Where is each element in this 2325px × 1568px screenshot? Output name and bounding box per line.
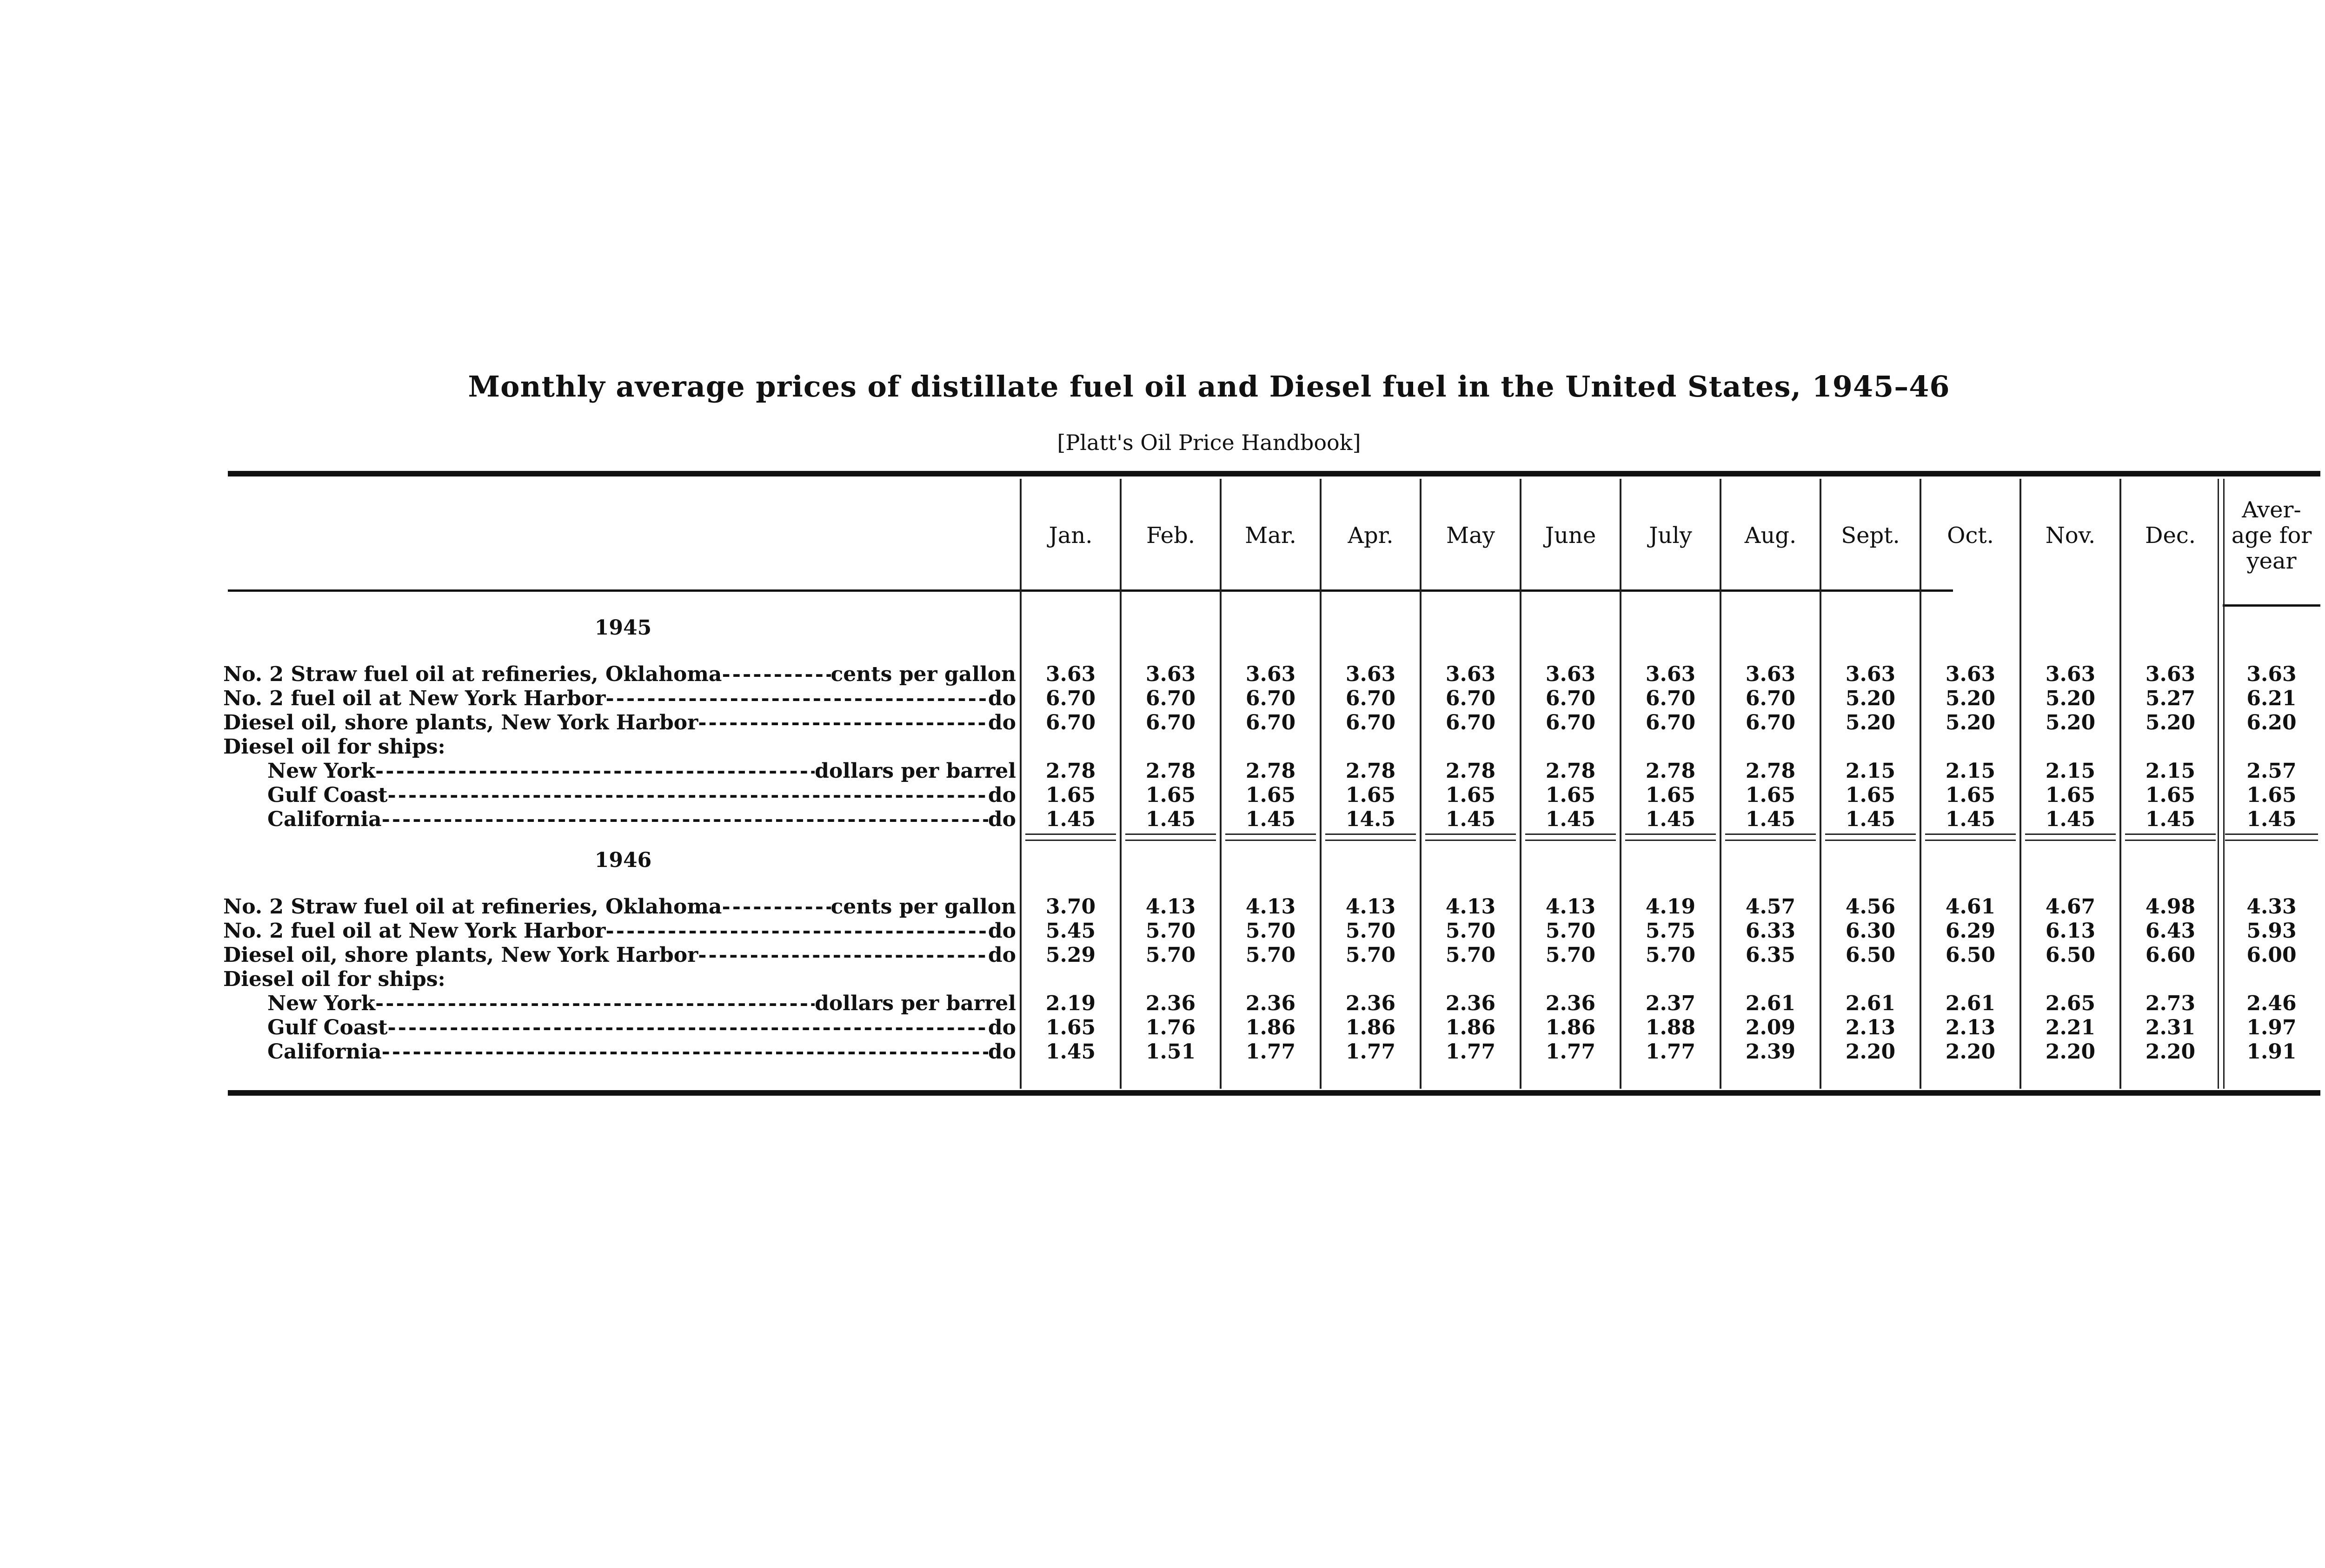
table-cell: 5.70: [1545, 919, 1596, 943]
row-label: [223, 662, 1016, 687]
table-cell: 5.20: [1845, 711, 1896, 734]
table-cell: 5.29: [1045, 943, 1096, 967]
column-header: Oct.: [1947, 522, 1994, 549]
row-unit: dollars per barrel: [815, 759, 1016, 783]
table-cell: 14.5: [1345, 807, 1396, 831]
row-unit: cents per gallon: [830, 662, 1016, 686]
leader-dots: [445, 735, 1016, 759]
table-cell: 4.67: [2045, 895, 2096, 919]
section-underline: [2225, 834, 2318, 841]
section-underline: [1025, 834, 1116, 841]
table-cell: 6.70: [1145, 711, 1196, 734]
table-cell: 1.76: [1145, 1016, 1196, 1039]
table-cell: 5.70: [1245, 943, 1296, 967]
table-cell: 2.61: [1745, 992, 1796, 1015]
table-cell: 1.86: [1345, 1016, 1396, 1039]
table-cell: 5.27: [2145, 687, 2196, 710]
table-cell: 4.13: [1545, 895, 1596, 919]
table-cell: 2.19: [1045, 992, 1096, 1015]
table-cell: 5.20: [1845, 687, 1896, 710]
table-cell: 3.63: [1645, 662, 1696, 686]
table-cell: 5.70: [1545, 943, 1596, 967]
table-cell: 1.45: [1745, 807, 1796, 831]
table-cell: 6.70: [1645, 711, 1696, 734]
table-cell: 1.45: [1945, 807, 1996, 831]
table-cell: 6.35: [1745, 943, 1796, 967]
row-label-text: No. 2 Straw fuel oil at refineries, Oklahoma: [223, 895, 722, 919]
row-unit: do: [988, 783, 1016, 807]
table-cell: 5.20: [1945, 687, 1996, 710]
table-cell: 2.78: [1545, 759, 1596, 783]
leader-dots: [388, 1016, 988, 1040]
table-cell: 4.13: [1345, 895, 1396, 919]
table-cell: 1.77: [1245, 1040, 1296, 1064]
table-cell: 4.98: [2145, 895, 2196, 919]
table-cell: 1.45: [1245, 807, 1296, 831]
table-cell: 6.70: [1645, 687, 1696, 710]
table-cell: 5.93: [2246, 919, 2297, 943]
table-cell: 2.65: [2045, 992, 2096, 1015]
table-cell: 5.20: [1945, 711, 1996, 734]
row-label: [223, 943, 1016, 967]
table-cell: 2.15: [1945, 759, 1996, 783]
header-rule-average: [2223, 604, 2320, 607]
table-cell: 6.70: [1745, 711, 1796, 734]
table-cell: 2.78: [1245, 759, 1296, 783]
table-cell: 1.65: [2045, 783, 2096, 807]
row-unit: do: [988, 919, 1016, 943]
table-cell: 2.36: [1145, 992, 1196, 1015]
table-cell: 2.13: [1945, 1016, 1996, 1039]
leader-dots: [698, 711, 988, 735]
table-cell: 1.65: [1445, 783, 1496, 807]
leader-dots: [722, 895, 830, 919]
row-label: [267, 783, 1016, 807]
table-cell: 5.20: [2145, 711, 2196, 734]
table-cell: 6.50: [1845, 943, 1896, 967]
table-cell: 1.45: [1145, 807, 1196, 831]
table-cell: 1.91: [2246, 1040, 2297, 1064]
row-unit: do: [988, 1016, 1016, 1039]
table-cell: 2.46: [2246, 992, 2297, 1015]
table-cell: 1.51: [1145, 1040, 1196, 1064]
leader-dots: [375, 992, 815, 1016]
leader-dots: [382, 1040, 988, 1064]
column-header: June: [1545, 522, 1596, 549]
table-cell: 2.36: [1245, 992, 1296, 1015]
row-label-text: Gulf Coast: [267, 783, 388, 807]
column-header: May: [1446, 522, 1495, 549]
section-underline: [1925, 834, 2016, 841]
table-cell: 1.65: [1745, 783, 1796, 807]
column-header: July: [1649, 522, 1692, 549]
table-cell: 1.65: [1545, 783, 1596, 807]
row-unit: do: [988, 807, 1016, 831]
table-cell: 1.86: [1545, 1016, 1596, 1039]
table-cell: 2.78: [1345, 759, 1396, 783]
table-cell: 1.65: [2246, 783, 2297, 807]
column-header: Nov.: [2045, 522, 2096, 549]
section-underline: [1625, 834, 1716, 841]
section-year: 1946: [594, 848, 652, 872]
table-cell: 2.31: [2145, 1016, 2196, 1039]
table-cell: 3.63: [1245, 662, 1296, 686]
table-cell: 2.57: [2246, 759, 2297, 783]
table-cell: 6.60: [2145, 943, 2196, 967]
table-cell: 1.86: [1445, 1016, 1496, 1039]
section-underline: [2025, 834, 2116, 841]
table-cell: 1.88: [1645, 1016, 1696, 1039]
section-underline: [1825, 834, 1916, 841]
table-cell: 1.45: [1045, 1040, 1096, 1064]
table-cell: 4.61: [1945, 895, 1996, 919]
row-label-text: California: [267, 1040, 382, 1064]
table-cell: 1.65: [1045, 783, 1096, 807]
section-underline: [1425, 834, 1516, 841]
column-header: Sept.: [1841, 522, 1900, 549]
row-label: [267, 1040, 1016, 1064]
row-label-text: Diesel oil, shore plants, New York Harbor: [223, 711, 698, 734]
table-cell: 3.63: [1945, 662, 1996, 686]
row-label: [223, 735, 1016, 759]
row-label-text: Diesel oil, shore plants, New York Harbor: [223, 943, 698, 967]
table-cell: 4.56: [1845, 895, 1896, 919]
table-cell: 2.78: [1045, 759, 1096, 783]
row-unit: dollars per barrel: [815, 992, 1016, 1015]
column-header: Mar.: [1245, 522, 1296, 549]
table-source: [Platt's Oil Price Handbook]: [1057, 430, 1361, 455]
table-cell: 6.50: [1945, 943, 1996, 967]
table-cell: 2.61: [1845, 992, 1896, 1015]
table-cell: 1.45: [2145, 807, 2196, 831]
row-label: [223, 711, 1016, 735]
table-cell: 2.39: [1745, 1040, 1796, 1064]
section-underline: [1125, 834, 1216, 841]
column-header: Feb.: [1146, 522, 1196, 549]
leader-dots: [605, 919, 988, 943]
leader-dots: [698, 943, 988, 967]
table-cell: 1.77: [1645, 1040, 1696, 1064]
table-cell: 5.45: [1045, 919, 1096, 943]
table-cell: 1.65: [1945, 783, 1996, 807]
table-cell: 3.63: [1445, 662, 1496, 686]
table-cell: 3.63: [2045, 662, 2096, 686]
table-cell: 1.65: [2145, 783, 2196, 807]
table-cell: 6.70: [1345, 687, 1396, 710]
table-cell: 1.77: [1445, 1040, 1496, 1064]
table-cell: 2.15: [2145, 759, 2196, 783]
table-cell: 6.70: [1545, 711, 1596, 734]
table-title: Monthly average prices of distillate fuel oil and Diesel fuel in the United States, 1945–46: [468, 370, 1950, 404]
table-cell: 4.13: [1245, 895, 1296, 919]
leader-dots: [382, 807, 988, 832]
table-cell: 6.70: [1445, 687, 1496, 710]
table-cell: 3.63: [1045, 662, 1096, 686]
table-cell: 1.45: [1045, 807, 1096, 831]
table-cell: 2.20: [2045, 1040, 2096, 1064]
column-header: Dec.: [2145, 522, 2196, 549]
column-header: Aver- age for year: [2231, 496, 2312, 575]
table-cell: 2.78: [1645, 759, 1696, 783]
table-cell: 1.45: [1645, 807, 1696, 831]
row-label: [223, 687, 1016, 711]
table-cell: 6.00: [2246, 943, 2297, 967]
table-cell: 1.65: [1345, 783, 1396, 807]
table-cell: 1.77: [1345, 1040, 1396, 1064]
table-cell: 5.70: [1345, 943, 1396, 967]
table-cell: 2.20: [2145, 1040, 2196, 1064]
row-label-text: Diesel oil for ships:: [223, 967, 445, 991]
table-cell: 6.30: [1845, 919, 1896, 943]
section-year: 1945: [594, 616, 652, 640]
table-cell: 3.63: [2145, 662, 2196, 686]
table-cell: 2.36: [1345, 992, 1396, 1015]
section-underline: [1725, 834, 1816, 841]
row-label: [223, 895, 1016, 919]
bottom-rule: [228, 1090, 2320, 1096]
table-cell: 1.45: [2045, 807, 2096, 831]
table-cell: 3.63: [2246, 662, 2297, 686]
table-cell: 2.20: [1845, 1040, 1896, 1064]
column-header: Jan.: [1049, 522, 1093, 549]
table-cell: 5.70: [1345, 919, 1396, 943]
leader-dots: [375, 759, 815, 783]
leader-dots: [605, 687, 988, 711]
table-cell: 4.57: [1745, 895, 1796, 919]
section-underline: [1325, 834, 1416, 841]
section-underline: [2125, 834, 2216, 841]
section-underline: [1225, 834, 1316, 841]
table-cell: 6.70: [1345, 711, 1396, 734]
column-header: Aug.: [1744, 522, 1797, 549]
table-cell: 6.33: [1745, 919, 1796, 943]
table-cell: 2.21: [2045, 1016, 2096, 1039]
table-cell: 1.45: [1845, 807, 1896, 831]
table-cell: 5.20: [2045, 711, 2096, 734]
table-cell: 1.45: [1545, 807, 1596, 831]
table-cell: 6.70: [1045, 711, 1096, 734]
table-cell: 1.97: [2246, 1016, 2297, 1039]
row-label-text: No. 2 fuel oil at New York Harbor: [223, 919, 606, 943]
table-cell: 6.13: [2045, 919, 2096, 943]
table-cell: 6.70: [1545, 687, 1596, 710]
table-cell: 1.86: [1245, 1016, 1296, 1039]
table-cell: 1.65: [1845, 783, 1896, 807]
table-cell: 6.70: [1245, 687, 1296, 710]
row-label: [267, 759, 1016, 783]
header-rule: [228, 589, 1953, 592]
row-label-text: No. 2 fuel oil at New York Harbor: [223, 687, 606, 710]
table-cell: 1.45: [2246, 807, 2297, 831]
table-cell: 1.65: [1145, 783, 1196, 807]
table-cell: 2.09: [1745, 1016, 1796, 1039]
table-cell: 6.70: [1745, 687, 1796, 710]
table-cell: 1.65: [1045, 1016, 1096, 1039]
row-label: [267, 992, 1016, 1016]
row-label: [267, 1016, 1016, 1040]
column-header: Apr.: [1348, 522, 1394, 549]
table-cell: 1.45: [1445, 807, 1496, 831]
table-cell: 3.63: [1745, 662, 1796, 686]
section-underline: [1525, 834, 1616, 841]
table-cell: 6.21: [2246, 687, 2297, 710]
row-label-text: California: [267, 807, 382, 831]
table-cell: 3.63: [1145, 662, 1196, 686]
table-cell: 2.78: [1145, 759, 1196, 783]
row-label-text: New York: [267, 992, 376, 1015]
row-label: [267, 807, 1016, 832]
table-cell: 2.15: [2045, 759, 2096, 783]
table-cell: 5.70: [1445, 943, 1496, 967]
row-unit: do: [988, 711, 1016, 734]
table-cell: 6.70: [1445, 711, 1496, 734]
table-cell: 2.78: [1445, 759, 1496, 783]
table-cell: 5.70: [1145, 943, 1196, 967]
row-label-text: Gulf Coast: [267, 1016, 388, 1039]
table-cell: 5.70: [1445, 919, 1496, 943]
row-label-text: No. 2 Straw fuel oil at refineries, Oklahoma: [223, 662, 722, 686]
table-cell: 6.43: [2145, 919, 2196, 943]
table-cell: 2.37: [1645, 992, 1696, 1015]
row-unit: do: [988, 1040, 1016, 1064]
table-cell: 2.73: [2145, 992, 2196, 1015]
table-cell: 5.20: [2045, 687, 2096, 710]
table-cell: 2.15: [1845, 759, 1896, 783]
table-cell: 4.13: [1145, 895, 1196, 919]
table-cell: 2.36: [1545, 992, 1596, 1015]
table-cell: 3.63: [1845, 662, 1896, 686]
row-label: [223, 919, 1016, 943]
table-cell: 4.33: [2246, 895, 2297, 919]
row-label: [223, 967, 1016, 992]
table-cell: 2.78: [1745, 759, 1796, 783]
table-cell: 3.63: [1545, 662, 1596, 686]
table-cell: 6.70: [1045, 687, 1096, 710]
table-cell: 6.29: [1945, 919, 1996, 943]
table-cell: 2.36: [1445, 992, 1496, 1015]
top-rule: [228, 471, 2320, 476]
table-cell: 6.20: [2246, 711, 2297, 734]
table-cell: 2.13: [1845, 1016, 1896, 1039]
table-cell: 6.70: [1145, 687, 1196, 710]
row-unit: cents per gallon: [830, 895, 1016, 919]
row-label-text: Diesel oil for ships:: [223, 735, 445, 759]
leader-dots: [722, 662, 830, 687]
row-unit: do: [988, 943, 1016, 967]
table-cell: 2.20: [1945, 1040, 1996, 1064]
table-cell: 4.19: [1645, 895, 1696, 919]
table-cell: 1.65: [1245, 783, 1296, 807]
row-label-text: New York: [267, 759, 376, 783]
table-cell: 3.70: [1045, 895, 1096, 919]
row-unit: do: [988, 687, 1016, 710]
table-cell: 5.70: [1145, 919, 1196, 943]
table-cell: 6.50: [2045, 943, 2096, 967]
table-cell: 5.70: [1245, 919, 1296, 943]
leader-dots: [388, 783, 988, 807]
table-cell: 6.70: [1245, 711, 1296, 734]
leader-dots: [445, 967, 1016, 992]
table-cell: 5.70: [1645, 943, 1696, 967]
table-cell: 5.75: [1645, 919, 1696, 943]
table-cell: 1.65: [1645, 783, 1696, 807]
table-cell: 2.61: [1945, 992, 1996, 1015]
table-cell: 4.13: [1445, 895, 1496, 919]
table-cell: 1.77: [1545, 1040, 1596, 1064]
table-cell: 3.63: [1345, 662, 1396, 686]
